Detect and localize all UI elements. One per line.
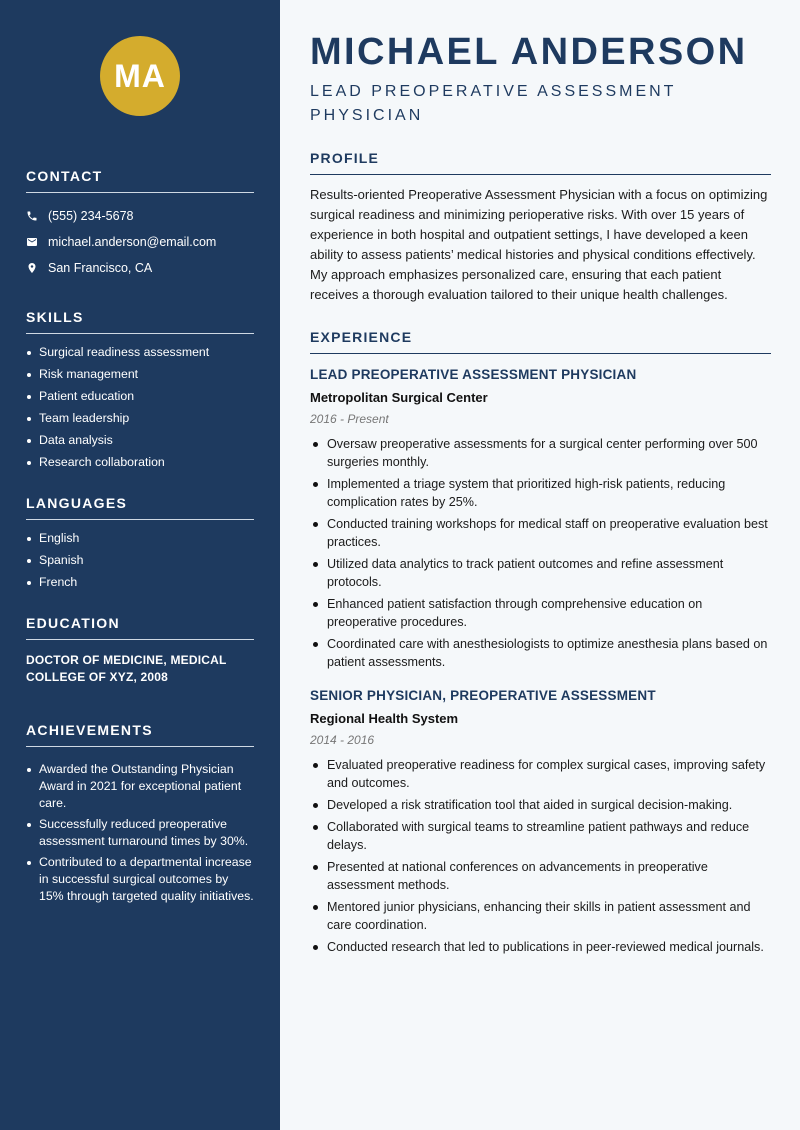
contact-section bbox=[26, 168, 254, 281]
profile-text: Results-oriented Preoperative Assessment Physician with a focus on optimizing surgical readiness and minimizing perioperative risks. With over 15 years of experience in both hospital and outpatient settings, I have developed a keen ability to assess patients’ medical histories and physical conditions effectively. My approach emphasizes personalized care, ensuring that each patient receives a thorough evaluation tailored to their unique health challenges. bbox=[310, 187, 768, 302]
education-section bbox=[26, 615, 254, 686]
avatar: MA bbox=[100, 36, 180, 116]
language-item: Spanish bbox=[26, 552, 254, 569]
achievement-item: Successfully reduced preoperative assessment turnaround times by 30%. bbox=[26, 816, 254, 850]
achievements-list bbox=[26, 761, 254, 905]
candidate-name: MICHAEL ANDERSON bbox=[310, 31, 748, 73]
phone-text: (555) 234-5678 bbox=[48, 209, 134, 223]
job-bullet: Conducted training workshops for medical staff on preoperative evaluation best practices. bbox=[310, 515, 771, 551]
job-dates: 2014 - 2016 bbox=[310, 733, 375, 747]
job-bullet: Collaborated with surgical teams to streamline patient pathways and reduce delays. bbox=[310, 818, 771, 854]
languages-list bbox=[26, 530, 254, 591]
job-bullet: Enhanced patient satisfaction through comprehensive education on preoperative procedures. bbox=[310, 595, 771, 631]
skill-item: Research collaboration bbox=[26, 454, 254, 471]
job-bullet: Developed a risk stratification tool that aided in surgical decision-making. bbox=[310, 796, 771, 814]
skills-section bbox=[26, 309, 254, 471]
achievement-item: Awarded the Outstanding Physician Award in 2021 for exceptional patient care. bbox=[26, 761, 254, 812]
candidate-title: LEAD PREOPERATIVE ASSESSMENT PHYSICIAN bbox=[310, 83, 677, 124]
languages-heading: LANGUAGES bbox=[26, 495, 254, 520]
achievement-item: Contributed to a departmental increase in successful surgical outcomes by 15% through targeted quality initiatives. bbox=[26, 854, 254, 905]
job-bullets bbox=[310, 435, 771, 671]
skill-item: Surgical readiness assessment bbox=[26, 344, 254, 361]
job-bullet: Mentored junior physicians, enhancing their skills in patient assessment and care coordination. bbox=[310, 898, 771, 934]
skill-item: Patient education bbox=[26, 388, 254, 405]
skill-item: Data analysis bbox=[26, 432, 254, 449]
email-text: michael.anderson@email.com bbox=[48, 235, 217, 249]
contact-email bbox=[26, 229, 254, 255]
skills-list bbox=[26, 344, 254, 471]
job-company: Regional Health System bbox=[310, 711, 459, 726]
job-bullet: Conducted research that led to publications in peer-reviewed medical journals. bbox=[310, 938, 771, 956]
language-item: French bbox=[26, 574, 254, 591]
job-title: SENIOR PHYSICIAN, PREOPERATIVE ASSESSMENT bbox=[310, 688, 656, 703]
sidebar bbox=[0, 0, 280, 1130]
job-bullet: Evaluated preoperative readiness for complex surgical cases, improving safety and outcomes. bbox=[310, 756, 771, 792]
experience-section bbox=[310, 329, 771, 956]
contact-location bbox=[26, 255, 254, 281]
job-bullet: Utilized data analytics to track patient outcomes and refine assessment protocols. bbox=[310, 555, 771, 591]
experience-heading: EXPERIENCE bbox=[310, 329, 771, 354]
achievements-heading: ACHIEVEMENTS bbox=[26, 722, 254, 747]
job-company: Metropolitan Surgical Center bbox=[310, 390, 488, 405]
profile-section bbox=[310, 150, 771, 305]
skill-item: Team leadership bbox=[26, 410, 254, 427]
profile-heading: PROFILE bbox=[310, 150, 771, 175]
location-text: San Francisco, CA bbox=[48, 261, 153, 275]
job-entry bbox=[310, 687, 771, 956]
job-bullets bbox=[310, 756, 771, 956]
main-content bbox=[280, 0, 800, 1130]
job-bullet: Coordinated care with anesthesiologists to optimize anesthesia plans based on patient assessments. bbox=[310, 635, 771, 671]
job-dates: 2016 - Present bbox=[310, 412, 389, 426]
achievements-section bbox=[26, 722, 254, 905]
education-degree: DOCTOR OF MEDICINE, MEDICAL COLLEGE OF XYZ, 2008 bbox=[26, 653, 227, 684]
contact-phone bbox=[26, 203, 254, 229]
job-bullet: Presented at national conferences on advancements in preoperative assessment methods. bbox=[310, 858, 771, 894]
job-bullet: Implemented a triage system that prioritized high-risk patients, reducing complication rates by 25%. bbox=[310, 475, 771, 511]
phone-icon bbox=[26, 210, 48, 222]
job-entry bbox=[310, 366, 771, 671]
education-heading: EDUCATION bbox=[26, 615, 254, 640]
skill-item: Risk management bbox=[26, 366, 254, 383]
contact-heading: CONTACT bbox=[26, 168, 254, 193]
skills-heading: SKILLS bbox=[26, 309, 254, 334]
job-title: LEAD PREOPERATIVE ASSESSMENT PHYSICIAN bbox=[310, 367, 637, 382]
language-item: English bbox=[26, 530, 254, 547]
location-pin-icon bbox=[26, 262, 48, 274]
job-bullet: Oversaw preoperative assessments for a surgical center performing over 500 surgeries monthly. bbox=[310, 435, 771, 471]
email-icon bbox=[26, 236, 48, 248]
languages-section bbox=[26, 495, 254, 591]
